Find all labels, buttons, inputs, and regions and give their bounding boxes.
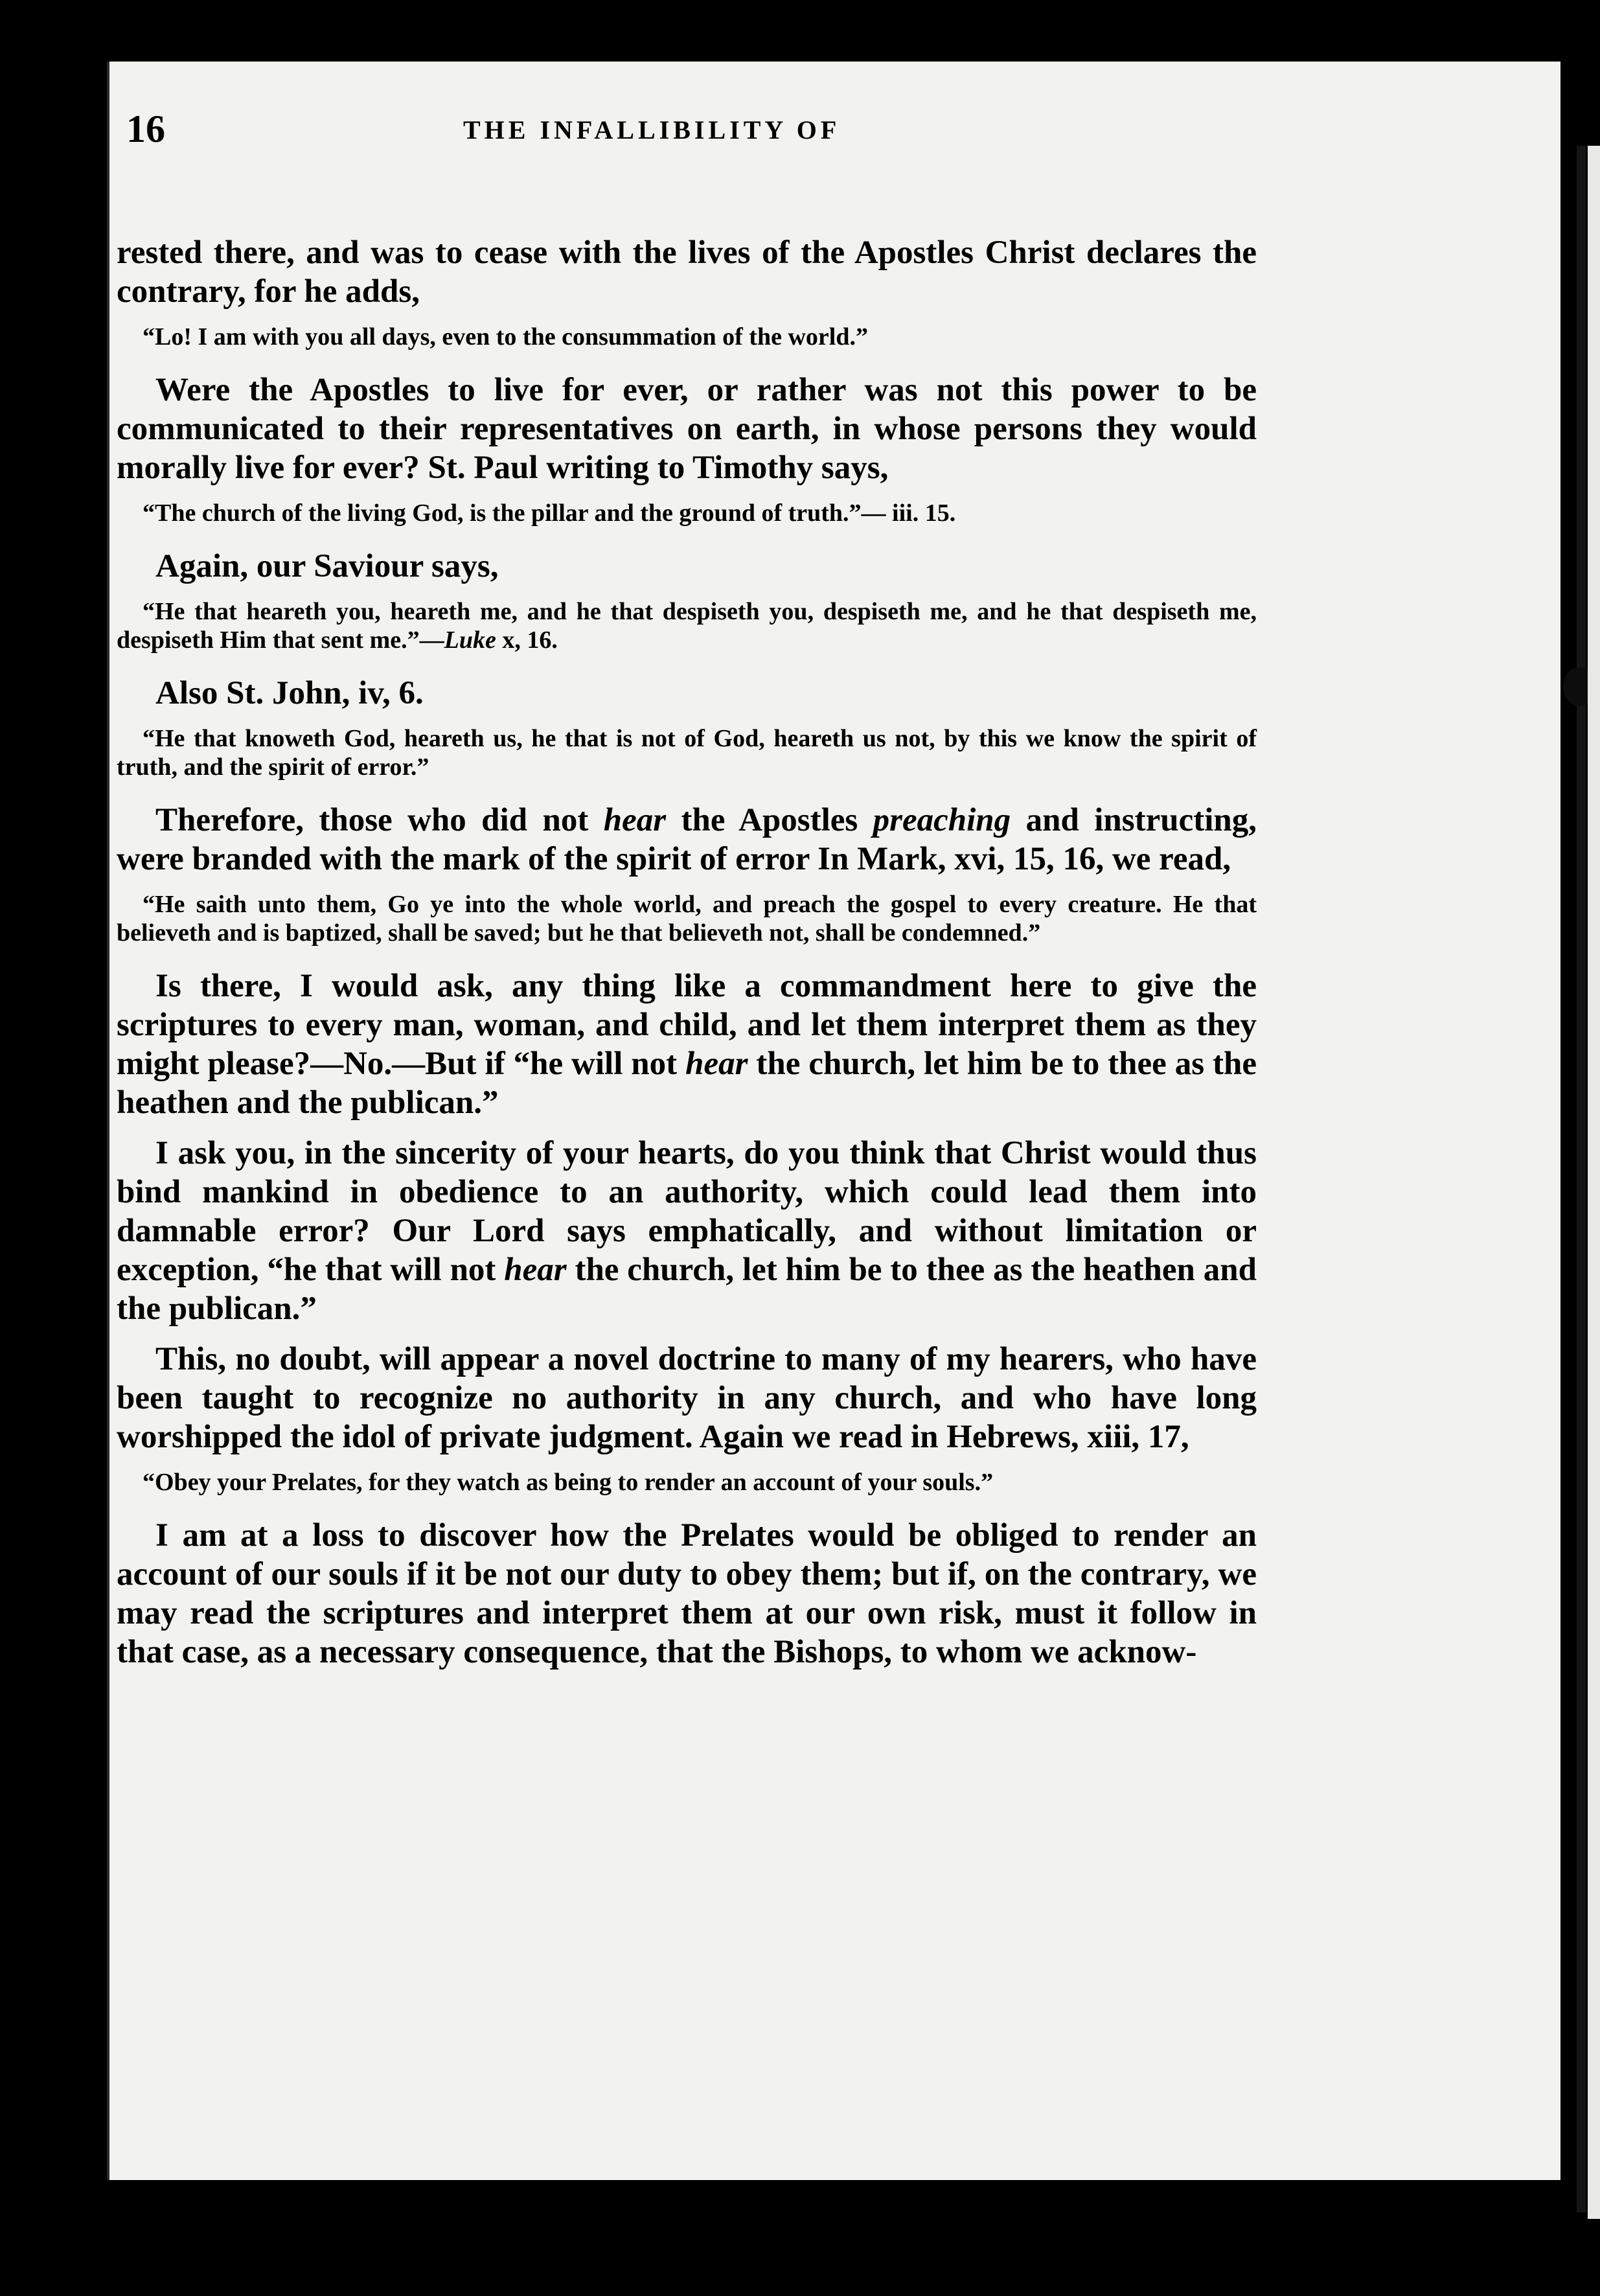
block-quote xyxy=(117,597,1257,654)
paragraph xyxy=(117,1134,1257,1328)
emphasis: hear xyxy=(603,802,667,838)
paragraph: Were the Apostles to live for ever, or rather was not this power to be communicated to their representatives on earth, in whose persons they would morally live for ever? St. Paul writing to Timothy says, xyxy=(117,372,1257,486)
paragraph: This, no doubt, will appear a novel doctrine to many of my hearers, who have been taught to recognize no authority in any church, and who have long worshipped the idol of private judgment. Again we read in Hebrews, xiii, 17, xyxy=(117,1341,1257,1455)
text-run: Therefore, those who did not xyxy=(155,802,604,838)
quote-text: “He that heareth you, heareth me, and he that despiseth you, despiseth me, and he that despiseth me, despiseth Him that sent me.”— xyxy=(117,598,1257,654)
emphasis: preaching xyxy=(873,802,1011,838)
emphasis: hear xyxy=(685,1046,748,1082)
paragraph: Again, our Saviour says, xyxy=(155,548,499,584)
text-run: the church, let him be to thee as the heathen and the publican.” xyxy=(117,1252,1257,1327)
block-quote: “Obey your Prelates, for they watch as being to render an account of your souls.” xyxy=(143,1469,994,1496)
page-header xyxy=(126,107,1266,172)
text-run: and instructing, were branded with the mark of the spirit of error In Mark, xvi, 15, 16, we read, xyxy=(117,802,1257,877)
block-quote: “Lo! I am with you all days, even to the consummation of the world.” xyxy=(143,323,868,350)
block-quote: “He saith unto them, Go ye into the whole world, and preach the gospel to every creature. He that believeth and is baptized, shall be saved; but he that believeth not, shall be condemned.” xyxy=(117,891,1257,947)
page-number: 16 xyxy=(126,108,165,150)
text-run: I ask you, in the sincerity of your hearts, do you think that Christ would thus bind mankind in obedience to an authority, which could lead them into damnable error? Our Lord says emphatically, and without limitation or exception, “he that will not xyxy=(117,1135,1257,1288)
citation-verse: x, 16. xyxy=(496,626,558,654)
text-run: Is there, I would ask, any thing like a commandment here to give the scriptures to every man, woman, and child, and let them interpret them as they might please?—No.—But if “he will not xyxy=(117,968,1257,1082)
paragraph: rested there, and was to cease with the lives of the Apostles Christ declares the contrary, for he adds, xyxy=(117,235,1257,310)
block-quote: “He that knoweth God, heareth us, he that is not of God, heareth us not, by this we know the spirit of truth, and the spirit of error.” xyxy=(117,725,1257,781)
text-run: the church, let him be to thee as the heathen and the publican.” xyxy=(117,1046,1257,1121)
paragraph: Also St. John, iv, 6. xyxy=(155,675,424,711)
paragraph xyxy=(117,967,1257,1122)
facing-page-strip xyxy=(1588,146,1600,2219)
text-run: the Apostles xyxy=(666,802,873,838)
paragraph xyxy=(117,801,1257,878)
paragraph: I am at a loss to discover how the Prelates would be obliged to render an account of our souls if it be not our duty to obey them; but if, on the contrary, we may read the scriptures and interpret them at our own risk, must it follow in that case, as a necessary consequence, that the Bishops, to whom we acknow- xyxy=(117,1517,1257,1670)
running-head: THE INFALLIBILITY OF xyxy=(463,115,841,144)
page-gutter-edge xyxy=(1577,146,1586,2212)
block-quote: “The church of the living God, is the pillar and the ground of truth.”— iii. 15. xyxy=(143,499,956,527)
citation-book: Luke xyxy=(444,626,496,654)
page-body xyxy=(117,233,1257,1683)
emphasis: hear xyxy=(504,1252,567,1288)
